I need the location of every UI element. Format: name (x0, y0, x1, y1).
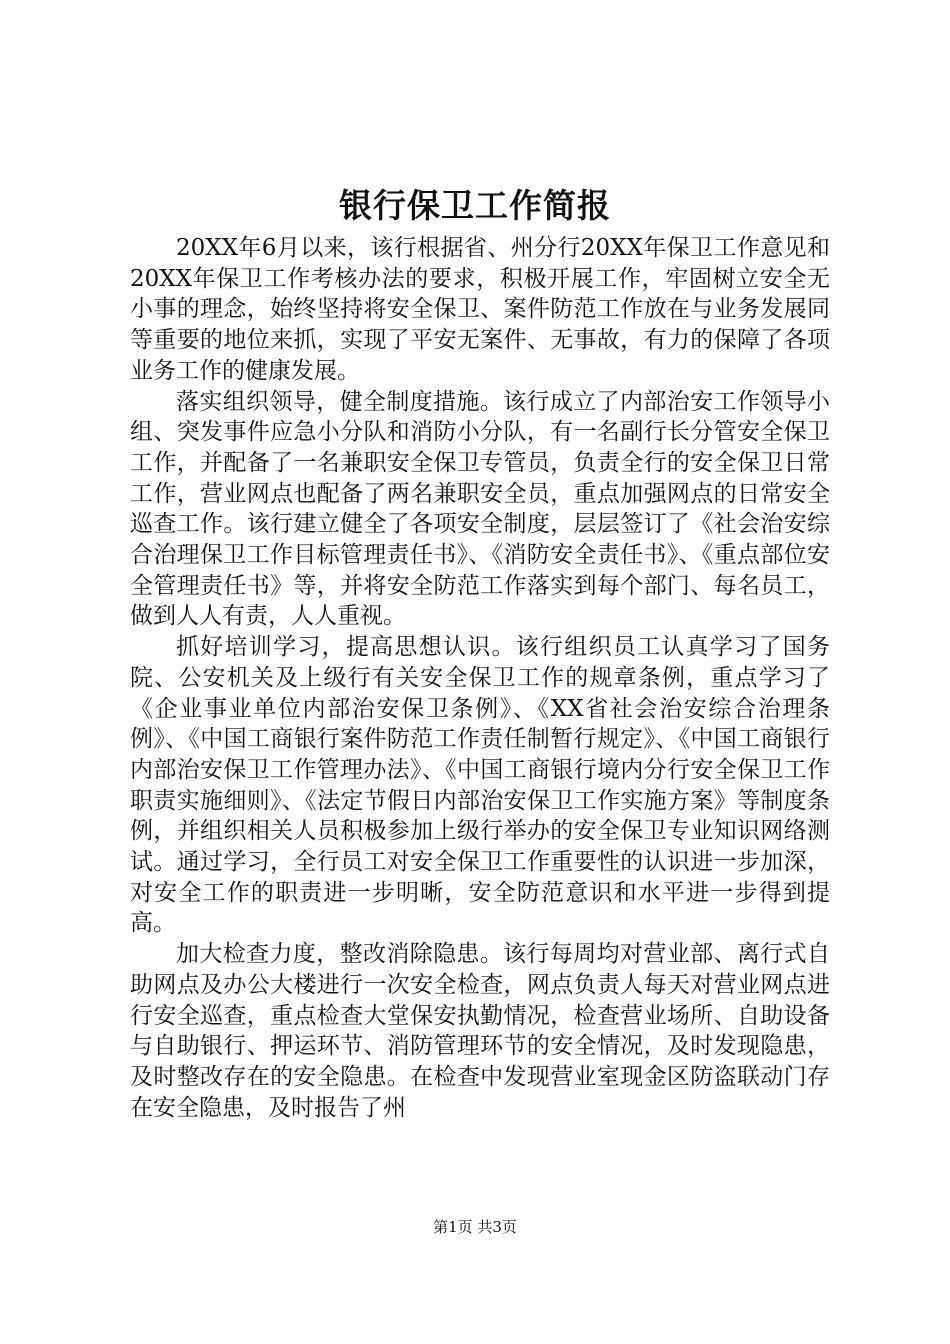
paragraph-inspection: 加大检查力度，整改消除隐患。该行每周均对营业部、离行式自助网点及办公大楼进行一次安全检查，网点负责人每天对营业网点进行安全巡查，重点检查大堂保安执勤情况，检查营业场所、自助设备与自助银行、押运环节、消防管理环节的安全情况，及时发现隐患，及时整改存在的安全隐患。在检查中发现营业室现金区防盗联动门存在安全隐患，及时报告了州 (130, 941, 830, 1121)
document-body (130, 233, 830, 1123)
page-footer: 第1页 共3页 (433, 1218, 517, 1236)
paragraph-organization: 落实组织领导，健全制度措施。该行成立了内部治安工作领导小组、突发事件应急小分队和消防小分队，有一名副行长分管安全保卫工作，并配备了一名兼职安全保卫专管员，负责全行的安全保卫日常工作，营业网点也配备了两名兼职安全员，重点加强网点的日常安全巡查工作。该行建立健全了各项安全制度，层层签订了《社会治安综合治理保卫工作目标管理责任书》、《消防安全责任书》、《重点部位安全管理责任书》等，并将安全防范工作落实到每个部门、每名员工，做到人人有责，人人重视。 (130, 388, 830, 630)
document-title: 银行保卫工作简报 (339, 186, 611, 225)
paragraph-intro: 20XX年6月以来，该行根据省、州分行20XX年保卫工作意见和20XX年保卫工作考核办法的要求，积极开展工作，牢固树立安全无小事的理念，始终坚持将安全保卫、案件防范工作放在与业务发展同等重要的地位来抓，实现了平安无案件、无事故，有力的保障了各项业务工作的健康发展。 (130, 235, 830, 384)
paragraph-training: 抓好培训学习，提高思想认识。该行组织员工认真学习了国务院、公安机关及上级行有关安全保卫工作的规章条例，重点学习了《企业事业单位内部治安保卫条例》、《XX省社会治安综合治理条例》、《中国工商银行案件防范工作责任制暂行规定》、《中国工商银行内部治安保卫工作管理办法》、《中国工商银行境内分行安全保卫工作职责实施细则》、《法定节假日内部治安保卫工作实施方案》等制度条例，并组织相关人员积极参加上级行举办的安全保卫专业知识网络测试。通过学习，全行员工对安全保卫工作重要性的认识进一步加深，对安全工作的职责进一步明晰，安全防范意识和水平进一步得到提高。 (130, 634, 830, 937)
